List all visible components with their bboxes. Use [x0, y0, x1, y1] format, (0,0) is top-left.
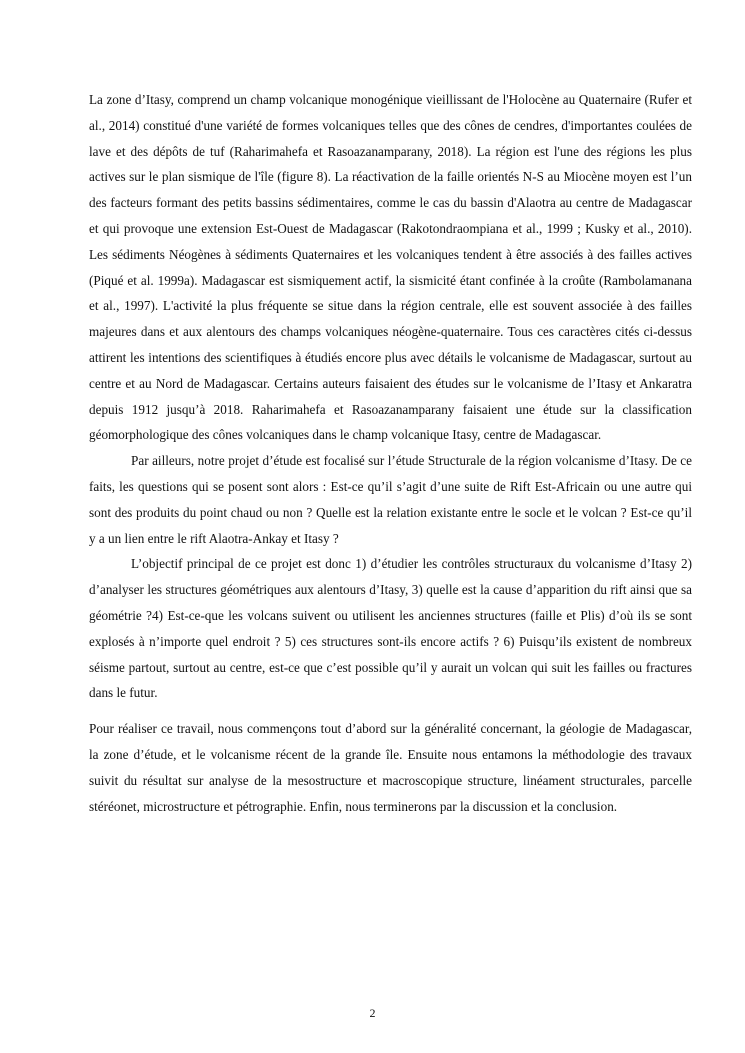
- paragraph-intro: La zone d’Itasy, comprend un champ volcanique monogénique vieillissant de l'Holocène au Quaternaire (Rufer et al., 2014) constitué d'une variété de formes volcaniques telles que des cônes de cendres, d'importantes coulées de lave et des dépôts de tuf (Raharimahefa et Rasoazanamparany, 2018). La région est l'une des régions les plus actives sur le plan sismique de l'île (figure 8). La réactivation de la faille orientés N-S au Miocène moyen est l’un des facteurs formant des petits bassins sédimentaires, comme le cas du bassin d'Alaotra au centre de Madagascar et qui provoque une extension Est-Ouest de Madagascar (Rakotondraompiana et al., 1999 ; Kusky et al., 2010). Les sédiments Néogènes à sédiments Quaternaires et les volcaniques tendent à être associés à des failles actives (Piqué et al. 1999a). Madagascar est sismiquement actif, la sismicité étant confinée à la croûte (Rambolamanana et al., 1997). L'activité la plus fréquente se situe dans la région centrale, elle est souvent associée à des failles majeures dans et aux alentours des champs volcaniques néogène-quaternaire. Tous ces caractères cités ci-dessus attirent les intentions des scientifiques à étudiés encore plus avec détails le volcanisme de Madagascar, surtout au centre et au Nord de Madagascar. Certains auteurs faisaient des études sur le volcanisme de l’Itasy et Ankaratra depuis 1912 jusqu’à 2018. Raharimahefa et Rasoazanamparany faisaient une étude sur la classification géomorphologique des cônes volcaniques dans le champ volcanique Itasy, centre de Madagascar.: [89, 92, 692, 443]
- page-number: 2: [369, 1006, 376, 1020]
- body-text: [89, 87, 692, 819]
- paragraph-objectives: L’objectif principal de ce projet est donc 1) d’étudier les contrôles structuraux du volcanisme d’Itasy 2) d’analyser les structures géométriques aux alentours d’Itasy, 3) quelle est la cause d’apparition du rift ainsi que sa géométrie ?4) Est-ce-que les volcans suivent ou utilisent les anciennes structures (faille et Plis) d’où ils se sont explosés à n’importe quel endroit ? 5) ces structures sont-ils encore actifs ? 6) Puisqu’ils existent de nombreux séisme partout, surtout au centre, est-ce que c’est possible qu’il y aurait un volcan qui suit les failles ou fractures dans le futur.: [89, 556, 692, 701]
- paragraph-research-questions: Par ailleurs, notre projet d’étude est focalisé sur l’étude Structurale de la région volcanisme d’Itasy. De ce faits, les questions qui se posent sont alors : Est-ce qu’il s’agit d’une suite de Rift Est-Africain ou une autre qui sont des produits du point chaud ou non ? Quelle est la relation existante entre le socle et le volcan ? Est-ce qu’il y a un lien entre le rift Alaotra-Ankay et Itasy ?: [89, 453, 692, 546]
- paragraph-plan: Pour réaliser ce travail, nous commençons tout d’abord sur la généralité concernant, la géologie de Madagascar, la zone d’étude, et le volcanisme récent de la grande île. Ensuite nous entamons la méthodologie des travaux suivit du résultat sur analyse de la mesostructure et macroscopique structure, linéament structurales, parcelle stéréonet, microstructure et pétrographie. Enfin, nous terminerons par la discussion et la conclusion.: [89, 721, 692, 814]
